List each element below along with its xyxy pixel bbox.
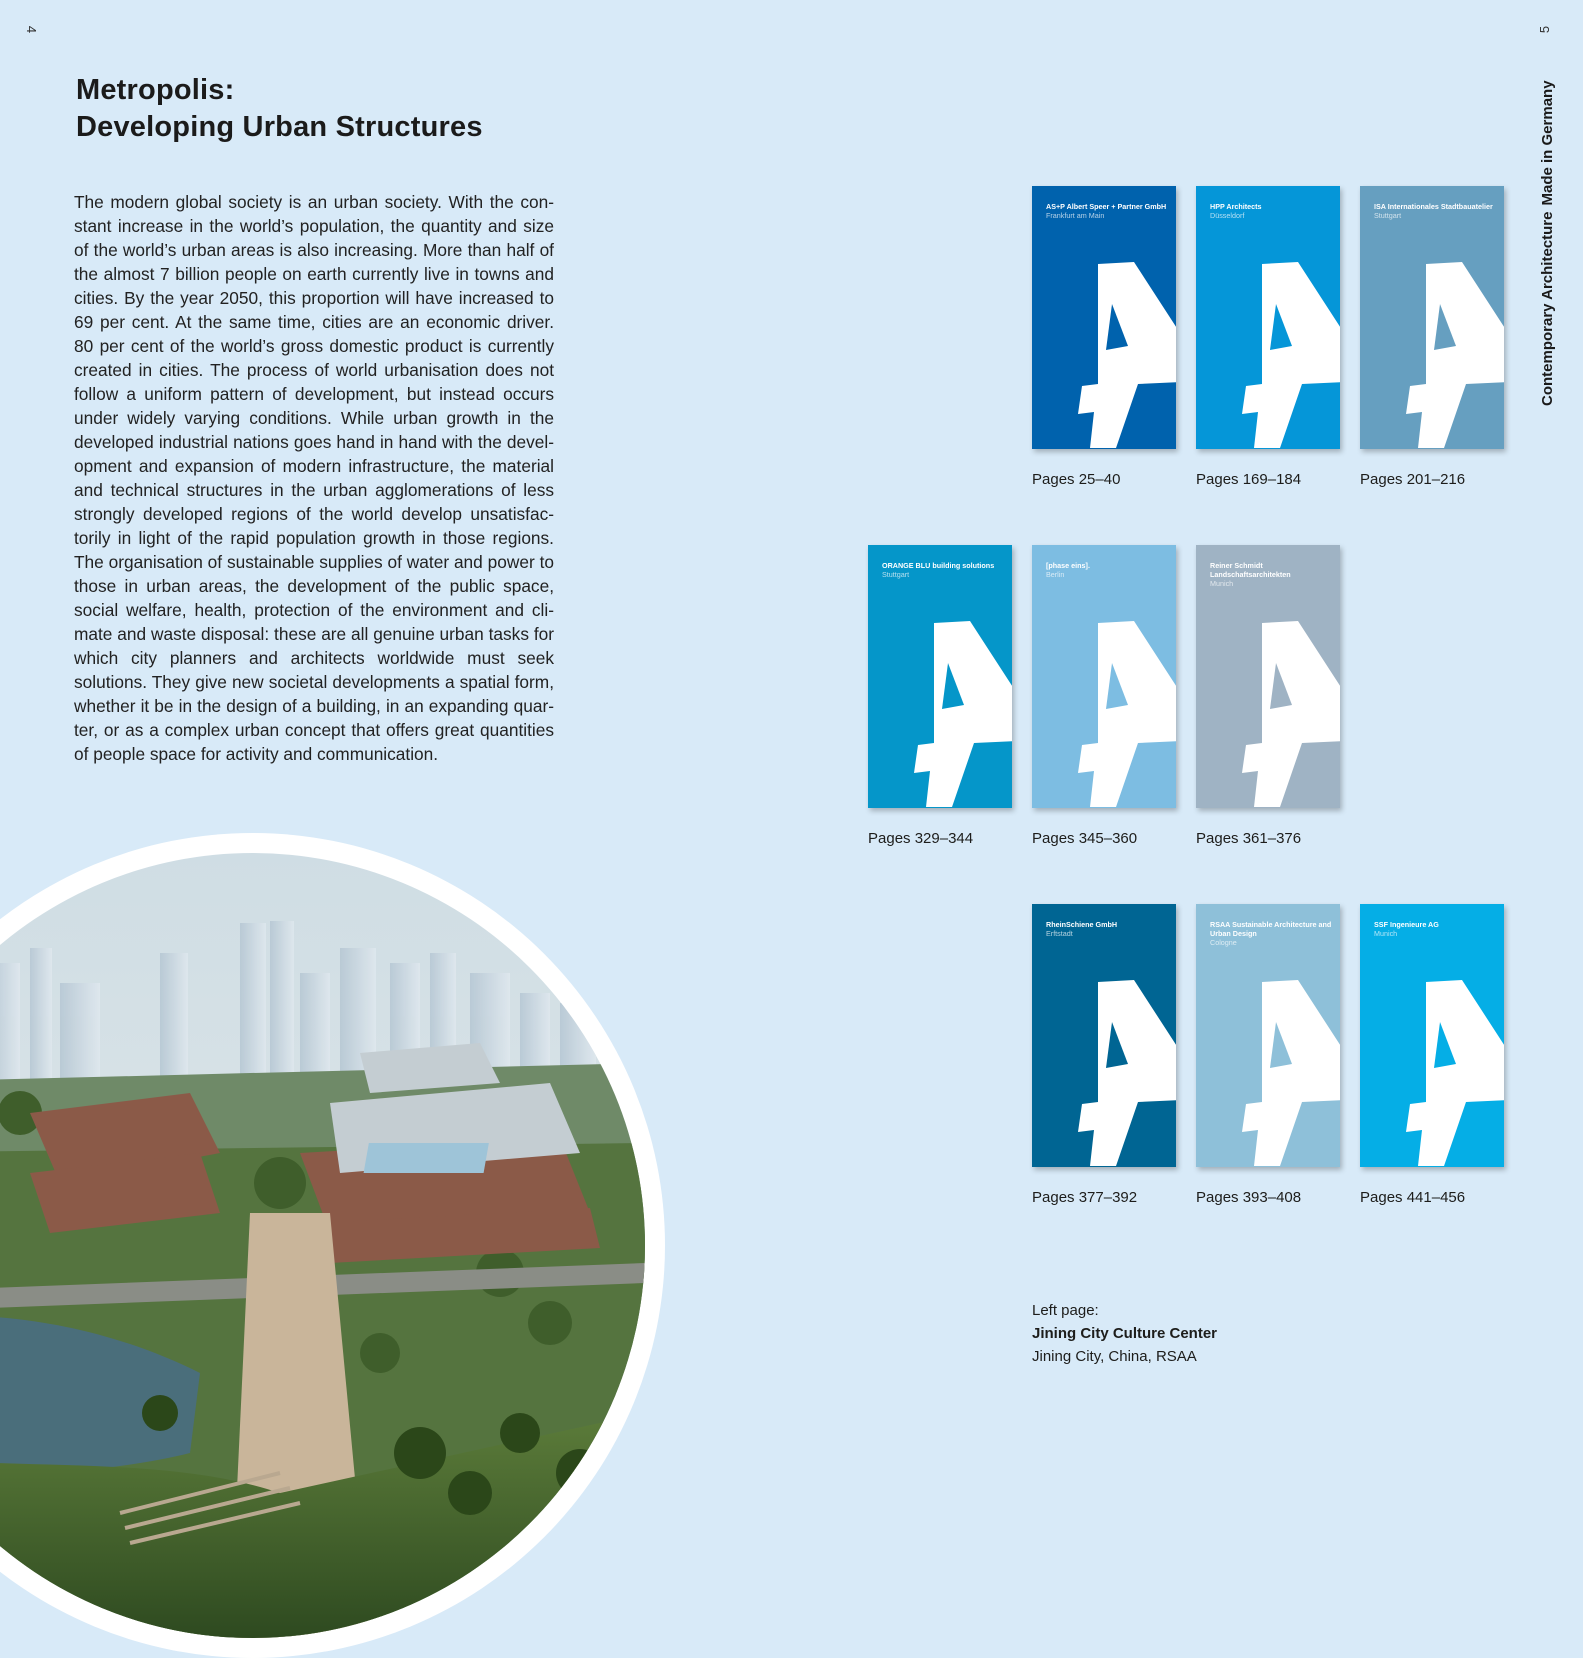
cover-pages-label: Pages 25–40 — [1032, 471, 1121, 488]
cover-publisher-name: ORANGE BLU building solutions — [882, 561, 995, 570]
a-logo-icon — [1360, 186, 1504, 449]
running-title-sub: Made in Germany — [1539, 80, 1556, 206]
cover-pages-label: Pages 361–376 — [1196, 830, 1302, 847]
photo-caption — [1032, 1299, 1217, 1368]
book-cover — [1360, 904, 1504, 1167]
a-logo-icon — [1360, 904, 1504, 1167]
a-logo-icon — [1032, 186, 1176, 449]
cover-city: Cologne — [1210, 938, 1237, 947]
cover-publisher-name: Reiner Schmidt Landschaftsarchitekten — [1210, 561, 1291, 579]
cover-pages-label: Pages 201–216 — [1360, 471, 1466, 488]
book-cover — [1196, 545, 1340, 808]
cover-publisher — [882, 561, 1004, 579]
cover-publisher-name: RheinSchiene GmbH — [1046, 920, 1118, 929]
cover-publisher — [1046, 920, 1168, 938]
book-cover — [868, 545, 1012, 808]
a-logo-icon — [1032, 904, 1176, 1167]
cover-city: Munich — [1210, 579, 1234, 588]
book-cover — [1196, 904, 1340, 1167]
a-logo-icon — [1196, 186, 1340, 449]
running-title — [1536, 72, 1558, 412]
caption-location: Jining City, China, RSAA — [1032, 1348, 1197, 1365]
book-cover — [1032, 904, 1176, 1167]
cover-city: Berlin — [1046, 570, 1065, 579]
book-cover — [1196, 186, 1340, 449]
cover-city: Frankfurt am Main — [1046, 211, 1105, 220]
running-title-main: Contemporary Architecture — [1539, 211, 1556, 406]
cover-publisher — [1046, 561, 1168, 579]
cover-publisher — [1046, 202, 1168, 220]
cover-pages-label: Pages 345–360 — [1032, 830, 1138, 847]
cover-publisher-name: AS+P Albert Speer + Partner GmbH — [1046, 202, 1167, 211]
cover-pages-label: Pages 393–408 — [1196, 1189, 1302, 1206]
cover-publisher — [1210, 561, 1332, 588]
a-logo-icon — [1032, 545, 1176, 808]
cover-publisher-name: HPP Architects — [1210, 202, 1262, 211]
a-logo-icon — [868, 545, 1012, 808]
book-cover — [1032, 545, 1176, 808]
body-text: The modern global society is an urban society. With the constant increase in the world’s population, the quantity and size of the world’s urban areas is also increasing. More than half of the almost 7 billion people on earth currently live in towns and cities. By the year 2050, this proportion will have increased to 69 per cent. At the same time, cities are an economic driver. 80 per cent of the world’s gross domestic product is currently created in cities. The process of world urbanisation does not follow a uniform pattern of development, but instead occurs under widely varying conditions. While urban growth in the developed industrial nations goes hand in hand with the development and expansion of modern infrastructure, the material and technical structures in the urban agglomerations of less strongly developed regions of the world develop unsatisfactorily in light of the rapid population growth in those regions. The organisation of sustainable supplies of water and power to those in urban areas, the development of the public space, social welfare, health, protection of the environment and climate and waste disposal: these are all genuine urban tasks for which city planners and architects worldwide must seek solutions. They give new societal developments a spatial form, whether it be in the design of a building, in an expanding quarter, or as a complex urban concept that offers great quantities of people space for activity and communication. — [74, 192, 554, 764]
cover-pages-label: Pages 377–392 — [1032, 1189, 1138, 1206]
cover-pages-label: Pages 441–456 — [1360, 1189, 1466, 1206]
page-title — [76, 72, 483, 146]
cover-publisher-name: [phase eins]. — [1046, 561, 1090, 570]
cover-publisher — [1210, 920, 1332, 947]
cover-city: Stuttgart — [1374, 211, 1402, 220]
cover-publisher-name: SSF Ingenieure AG — [1374, 920, 1439, 929]
cover-pages-label: Pages 169–184 — [1196, 471, 1302, 488]
page-number-left: 4 — [24, 25, 40, 34]
cover-city: Stuttgart — [882, 570, 910, 579]
cover-pages-label: Pages 329–344 — [868, 830, 974, 847]
cover-publisher-name: RSAA Sustainable Architecture and Urban Design — [1210, 920, 1332, 938]
book-cover — [1360, 186, 1504, 449]
page-title-line1: Metropolis: — [76, 74, 235, 106]
page-title-line2: Developing Urban Structures — [76, 111, 483, 143]
book-cover — [1032, 186, 1176, 449]
cover-city: Munich — [1374, 929, 1398, 938]
cover-publisher — [1374, 202, 1496, 220]
page-number-right: 5 — [1537, 25, 1553, 34]
caption-title: Jining City Culture Center — [1032, 1325, 1218, 1342]
cover-publisher — [1210, 202, 1332, 220]
cover-publisher — [1374, 920, 1496, 938]
caption-label: Left page: — [1032, 1302, 1099, 1319]
cover-city: Erftstadt — [1046, 929, 1073, 938]
cover-city: Düsseldorf — [1210, 211, 1245, 220]
cover-publisher-name: ISA Internationales Stadtbauatelier — [1374, 202, 1493, 211]
